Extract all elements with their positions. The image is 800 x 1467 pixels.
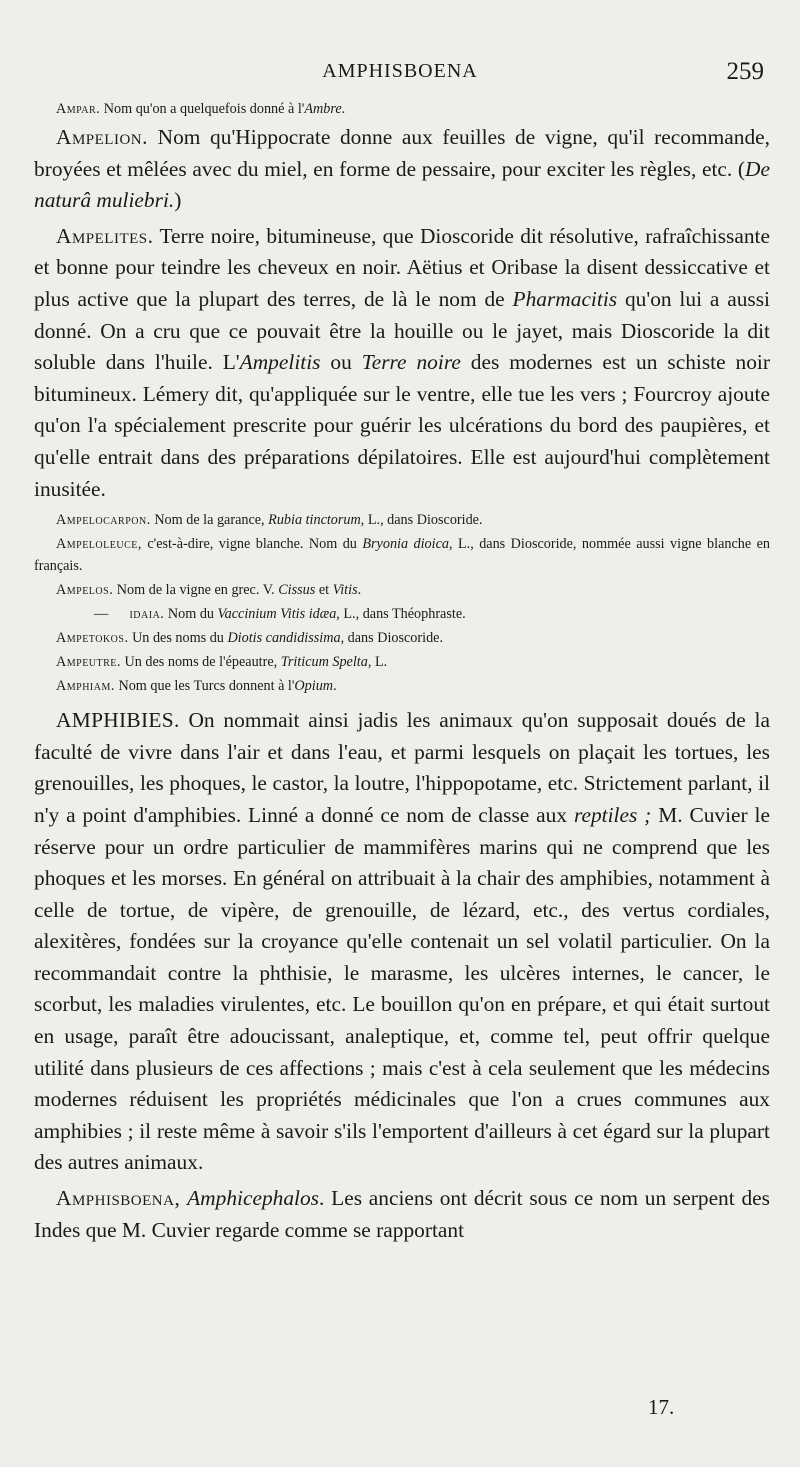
entry-ampetokos: Ampetokos. Un des noms du Diotis candidissima, dans Dioscoride.: [56, 630, 444, 647]
running-head: AMPHISBOENA: [322, 60, 478, 82]
entry-ampeutre: Ampeutre. Un des noms de l'épeautre, Triticum Spelta, L.: [56, 654, 388, 671]
entry-amphibies: AMPHIBIES. On nommait ainsi jadis les animaux qu'on supposait doués de la faculté de vivre dans l'air et dans l'eau, et parmi lesquels on plaçait les tortues, les grenouilles, les phoques, le castor, la loutre, l'hippopotame, etc. Strictement parlant, il n'y a point d'amphibies. Linné a donné ce nom de classe aux reptiles ; M. Cuvier le réserve pour un ordre particulier de mammifères marins qui ne comprend que les phoques et les morses. En général on attribuait à la chair des amphibies, notamment à celle de tortue, de vipère, de grenouille, de lézard, etc., des vertus cordiales, alexitères, fondées sur la croyance qu'elle contenait un sel volatil particulier. On la recommandait contre la phthisie, le marasme, les ulcères internes, le cancer, le scorbut, les maladies virulentes, etc. Le bouillon qu'on en prépare, et qui était surtout en usage, paraît être adoucissant, analeptique, et, comme tel, peut offrir quelque utilité dans plusieurs de ces affections ; mais c'est à cela seulement que les médecins modernes réduisent les propriétés médicinales que l'on a crues communes aux amphibies ; il reste même à savoir s'ils l'emportent d'ailleurs à cet égard sur la plupart des autres animaux.: [34, 708, 770, 1175]
dash-mark: —: [94, 606, 109, 623]
entry-headword: Amphiam.: [56, 678, 115, 695]
page-number: 259: [726, 58, 764, 85]
page-body: [34, 98, 770, 1250]
entry-headword: Ampetokos.: [56, 630, 129, 647]
entry-ampelocarpon: Ampelocarpon. Nom de la garance, Rubia tinctorum, L., dans Dioscoride.: [56, 512, 483, 529]
entry-headword: Amphisboena,: [56, 1186, 181, 1211]
entry-ampeloleuce: Ampeloleuce, c'est-à-dire, vigne blanche. Nom du Bryonia dioica, L., dans Dioscoride, nommée aussi vigne blanche en français.: [34, 536, 770, 575]
entry-headword: Ampelites.: [56, 223, 154, 248]
entry-ampar: Ampar. Nom qu'on a quelquefois donné à l'Ambre.: [56, 101, 346, 117]
page-header: [0, 60, 800, 90]
signature-mark: 17.: [648, 1395, 675, 1419]
entry-ampelites: Ampelites. Terre noire, bitumineuse, que Dioscoride dit résolutive, rafraîchissante et bonne pour teindre les cheveux en noir. Aëtius et Oribase la disent dessiccative et plus active que la plupart des terres, de là le nom de Pharmacitis qu'on lui a aussi donné. On a cru que ce pouvait être la houille ou le jayet, mais Dioscoride la dit soluble dans l'huile. L'Ampelitis ou Terre noire des modernes est un schiste noir bitumineux. Lémery dit, qu'appliquée sur le ventre, elle tue les vers ; Fourcroy ajoute qu'on l'a spécialement prescrite pour guérir les ulcérations du bord des paupières, et qu'elle entrait dans des préparations dépilatoires. Elle est aujourd'hui complètement inusitée.: [34, 223, 770, 501]
entry-headword: AMPHIBIES.: [56, 708, 180, 733]
entry-ampelos-idaia: — idaia. Nom du Vaccinium Vitis idæa, L., dans Théophraste.: [94, 606, 466, 623]
entry-headword: Ampelion.: [56, 125, 148, 149]
entry-ampelos: Ampelos. Nom de la vigne en grec. V. Cissus et Vitis.: [56, 582, 362, 599]
entry-ampelion: Ampelion. Nom qu'Hippocrate donne aux feuilles de vigne, qu'il recommande, broyées et mêlées avec du miel, en forme de pessaire, pour exciter les règles, etc. (De naturâ muliebri.): [34, 125, 770, 213]
entry-headword: Ampeloleuce,: [56, 536, 142, 553]
entry-amphisboena: Amphisboena, Amphicephalos. Les anciens ont décrit sous ce nom un serpent des Indes que M. Cuvier regarde comme se rapportant: [34, 1186, 770, 1242]
entry-headword: Ampelocarpon.: [56, 512, 151, 529]
entry-headword: Ampeutre.: [56, 654, 121, 671]
entry-headword: Ampelos.: [56, 582, 114, 599]
entry-headword: idaia.: [129, 606, 165, 623]
entry-headword: Ampar.: [56, 101, 101, 117]
entry-amphiam: Amphiam. Nom que les Turcs donnent à l'Opium.: [56, 678, 337, 695]
